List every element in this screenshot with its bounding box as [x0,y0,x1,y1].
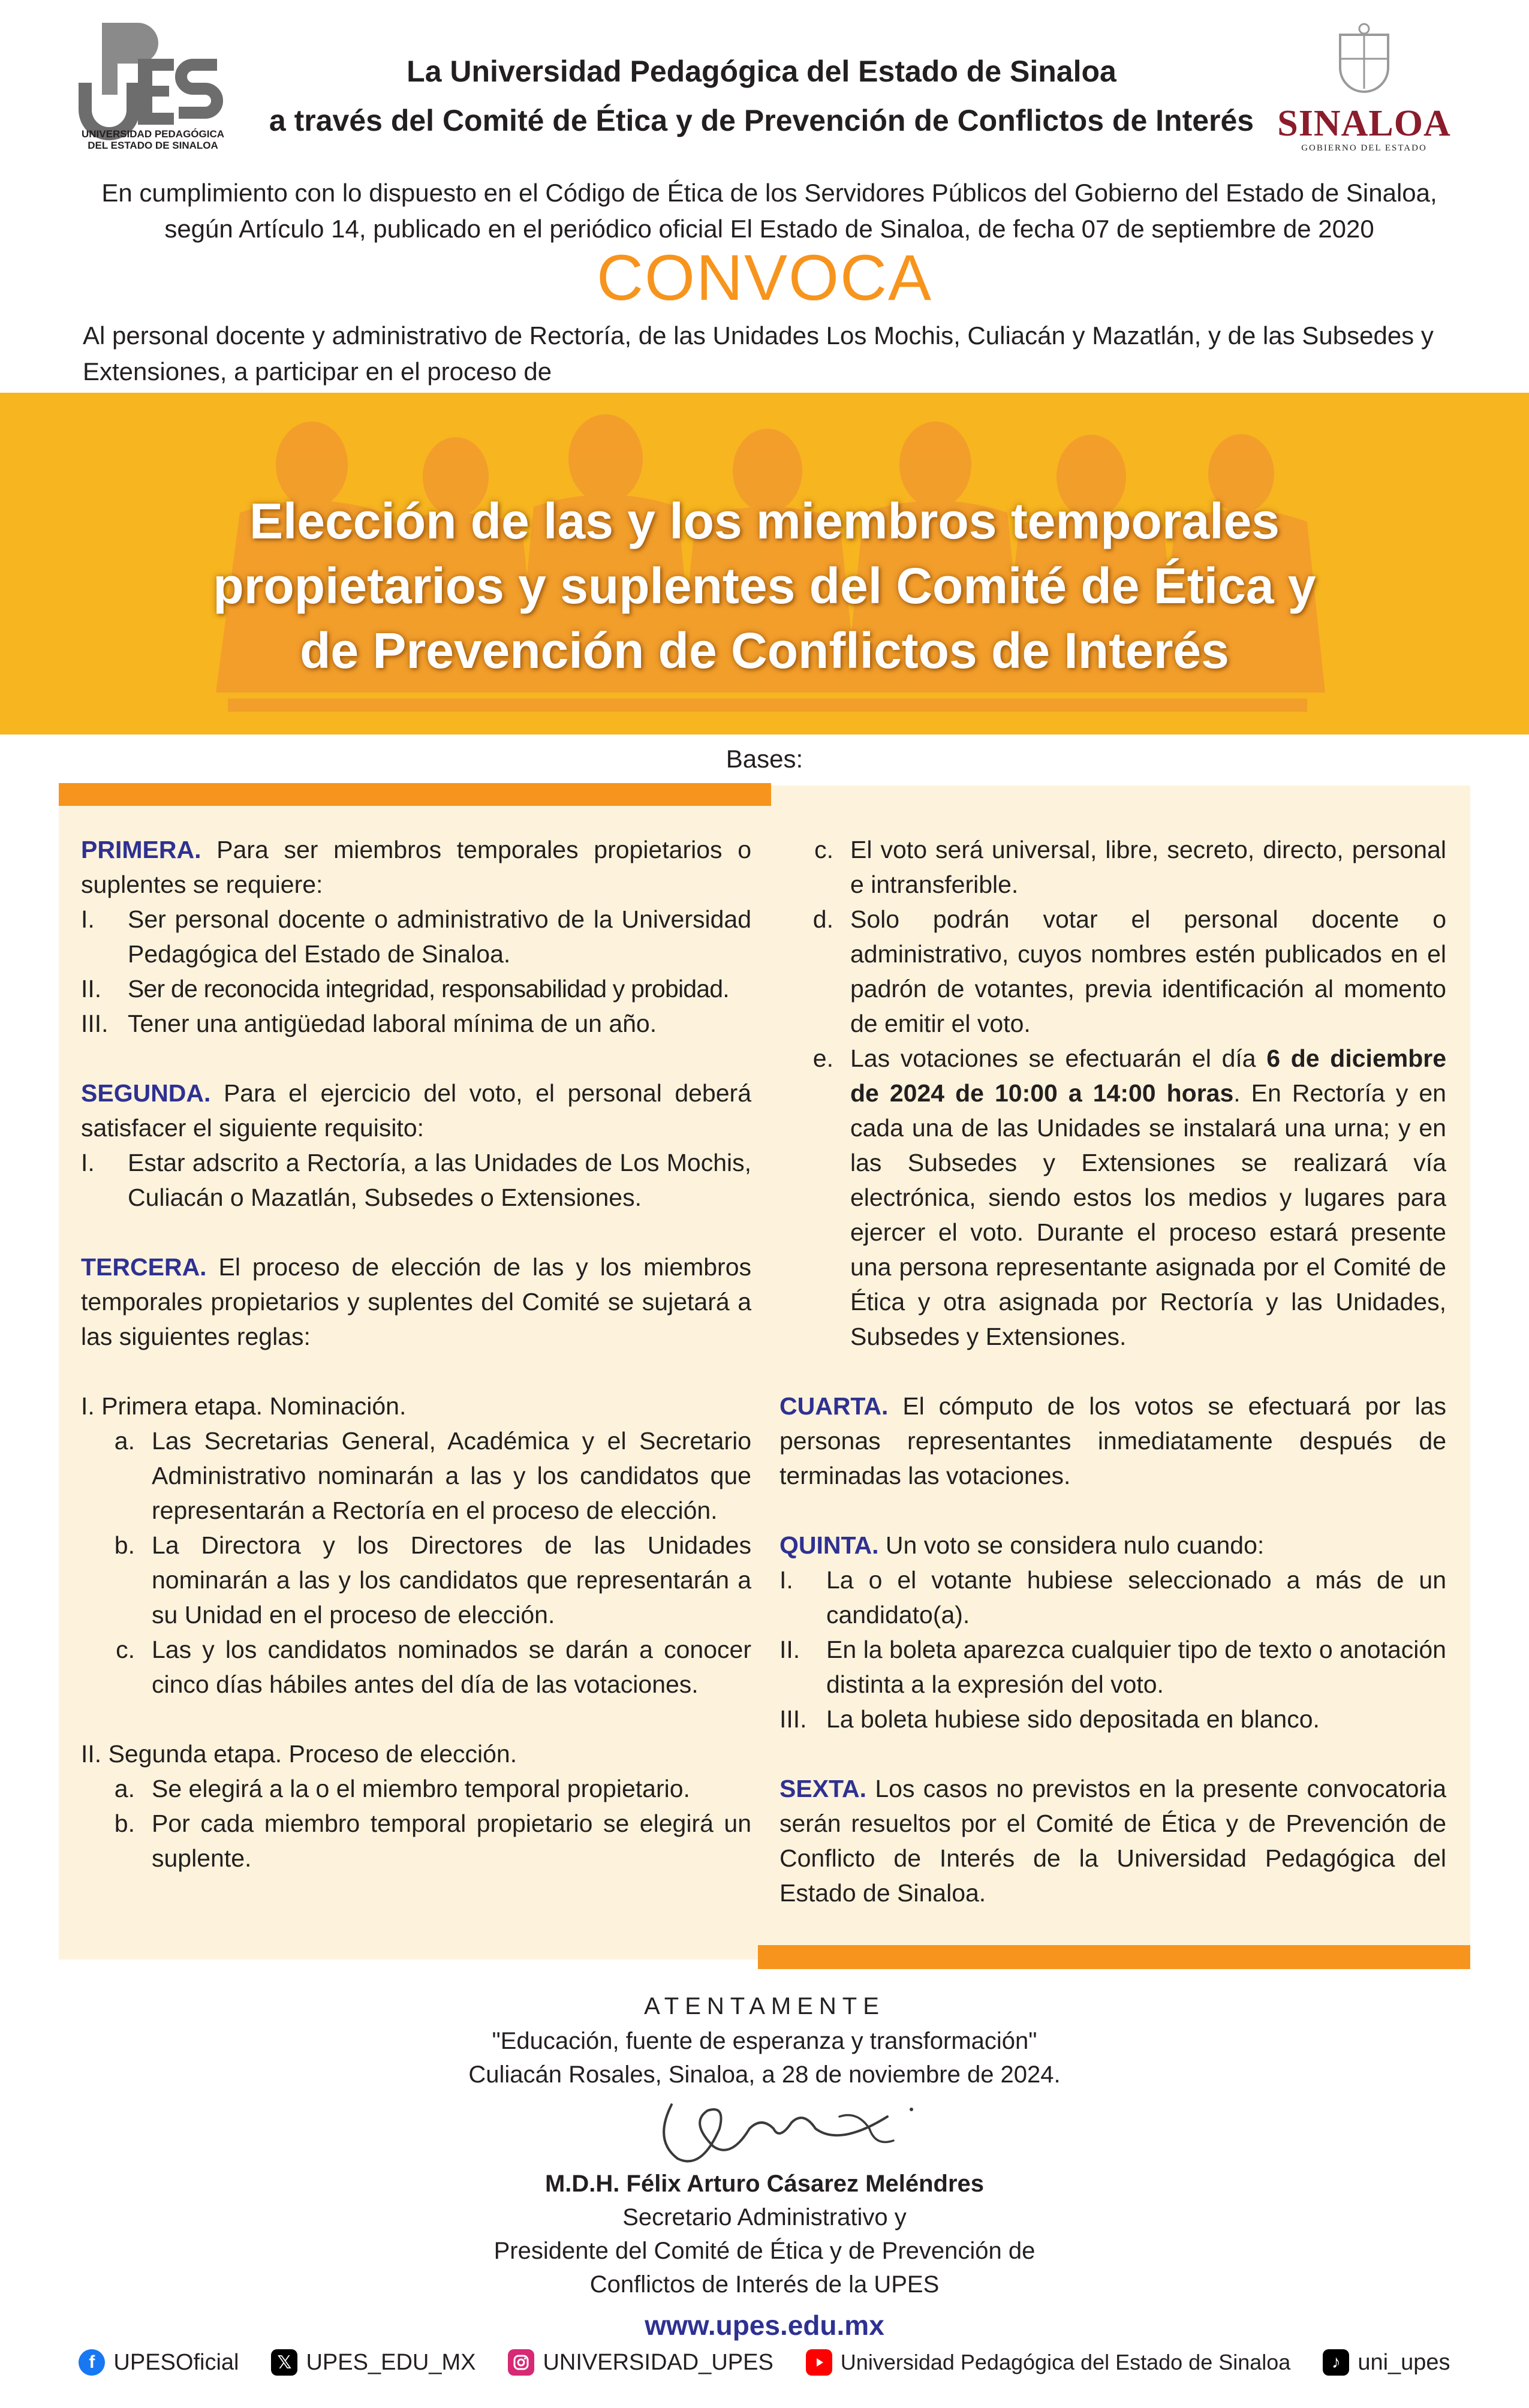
list-text: En la boleta aparezca cualquier tipo de texto o anotación distinta a la expresión del voto. [826,1636,1446,1698]
banner-title-line2: propietarios y suplentes del Comité de Ética y [213,558,1316,614]
list-item [803,902,1446,1041]
upes-logo [78,23,240,161]
list-marker: I. [81,1149,95,1176]
clause-tercera [81,1250,751,1354]
atentamente: ATENTAMENTE [644,1993,885,2019]
intro-line2: según Artículo 14, publicado en el periódico oficial El Estado de Sinaloa, de fecha 07 de septiembre de 2020 [164,215,1374,243]
instagram-icon [508,2349,534,2376]
list-text: . En Rectoría y en cada una de las Unidades se instalará una urna; y en las Subsedes y Extensiones se realizará vía electrónica, siendo estos los medios y lugares para ejercer el voto. Durante el proceso estará presente una persona representante asignada por el Comité de Ética y otra asignada por Rectoría y las Unidades, Subsedes y Extensiones. [850,1079,1446,1350]
clause-text: El cómputo de los votos se efectuará por las personas representantes inmediatamente después de terminadas las votaciones. [779,1392,1446,1489]
list-marker: I. [779,1566,793,1594]
list-text: La Directora y los Directores de las Unidades nominarán a las y los candidatos que representarán a su Unidad en el proceso de elección. [152,1531,751,1629]
list-item [105,1528,751,1632]
list-item [105,1806,751,1876]
list-marker: II. [779,1636,800,1663]
list-marker: d. [812,905,833,933]
list-item [105,1771,751,1806]
list-marker: a. [114,1427,135,1455]
list-item [81,971,751,1006]
handwritten-signature [624,2081,959,2171]
addressee-paragraph: Al personal docente y administrativo de Rectoría, de las Unidades Los Mochis, Culiacán y Mazatlán, y de las Subsedes y Extensiones, a participar en el proceso de [83,321,1434,386]
clause-heading: SEGUNDA. [81,1079,211,1107]
signer-role-line3: Conflictos de Interés de la UPES [589,2271,940,2298]
intro-paragraph [83,175,1456,247]
banner-title-line1: Elección de las y los miembros temporales [249,493,1280,549]
election-date: 6 de diciembre de 2024 de 10:00 a 14:00 horas [850,1045,1446,1107]
clause-text: El proceso de elección de las y los miembros temporales propietarios y suplentes del Comité se sujetará a las siguientes reglas: [81,1253,751,1350]
sinaloa-logo-text: SINALOA [1277,103,1451,144]
place-date: Culiacán Rosales, Sinaloa, a 28 de noviembre de 2024. [468,2061,1061,2088]
list-text: Solo podrán votar el personal docente o administrativo, cuyos nombres estén publicados en el padrón de votantes, previa identificación al momento de emitir el voto. [850,905,1446,1037]
bases-right-column [779,832,1446,1945]
stage-two-heading: II. Segunda etapa. Proceso de elección. [81,1740,517,1768]
list-marker: a. [114,1775,135,1802]
clause-heading: PRIMERA. [81,836,201,863]
clause-cuarta [779,1389,1446,1493]
social-label: UPESOficial [113,2349,239,2375]
list-item [81,1006,751,1041]
list-item [105,1632,751,1702]
social-label: Universidad Pedagógica del Estado de Sinaloa [840,2350,1291,2374]
list-marker: III. [81,1010,109,1037]
social-facebook[interactable] [79,2349,239,2376]
facebook-icon: f [79,2349,105,2376]
list-marker: c. [814,836,833,863]
list-text: Las y los candidatos nominados se darán a conocer cinco días hábiles antes del día de las votaciones. [152,1636,751,1698]
clause-quinta [779,1528,1446,1563]
tiktok-icon: ♪ [1323,2349,1349,2376]
list-text: La boleta hubiese sido depositada en blanco. [826,1705,1320,1733]
stage-one-heading: I. Primera etapa. Nominación. [81,1392,407,1420]
list-item [779,1563,1446,1632]
list-item [81,902,751,971]
list-text: Ser personal docente o administrativo de la Universidad Pedagógica del Estado de Sinaloa. [128,905,751,968]
list-item [779,1632,1446,1702]
clause-heading: QUINTA. [779,1531,879,1559]
clause-text: Para ser miembros temporales propietarios o suplentes se requiere: [81,836,751,898]
list-marker: b. [114,1810,135,1837]
clause-sexta [779,1771,1446,1910]
bases-label: Bases: [726,745,803,773]
list-item [779,1702,1446,1736]
list-item [803,832,1446,902]
list-text: Estar adscrito a Rectoría, a las Unidades de Los Mochis, Culiacán o Mazatlán, Subsedes o Extensiones. [128,1149,751,1211]
clause-text: Los casos no previstos en la presente convocatoria serán resueltos por el Comité de Ética y de Prevención de Conflicto de Interés de la Universidad Pedagógica del Estado de Sinaloa. [779,1775,1446,1907]
social-label: UNIVERSIDAD_UPES [543,2349,773,2375]
banner-title-line3: de Prevención de Conflictos de Interés [300,622,1229,679]
clause-text: Para el ejercicio del voto, el personal deberá satisfacer el siguiente requisito: [81,1079,751,1142]
convoca-heading: CONVOCA [596,241,933,314]
list-marker: e. [812,1045,833,1072]
list-marker: b. [114,1531,135,1559]
list-marker: c. [116,1636,135,1663]
signer-role-line1: Secretario Administrativo y [622,2204,907,2231]
list-text: Ser de reconocida integridad, responsabilidad y probidad. [128,975,729,1003]
x-icon: 𝕏 [271,2349,297,2376]
clause-segunda [81,1076,751,1145]
social-instagram[interactable] [508,2349,773,2376]
header-title [252,47,1271,145]
signer-role-line2: Presidente del Comité de Ética y de Prevención de [493,2238,1036,2264]
banner-title [0,489,1529,683]
null-vote-list [779,1563,1446,1736]
coat-of-arms-icon [1331,23,1397,101]
upes-logo-caption: UNIVERSIDAD PEDAGÓGICA DEL ESTADO DE SINALOA [81,128,225,151]
stage-two-list [81,1771,751,1876]
list-marker: II. [81,975,102,1003]
list-text: Las votaciones se efectuarán el día [850,1045,1267,1072]
list-text: Por cada miembro temporal propietario se elegirá un suplente. [152,1810,751,1872]
list-marker: I. [81,905,95,933]
stage-one-list [81,1423,751,1702]
list-text: La o el votante hubiese seleccionado a más de un candidato(a). [826,1566,1446,1629]
accent-bar-top [59,783,771,806]
title-banner [0,393,1529,735]
clause-primera [81,832,751,902]
clause-heading: TERCERA. [81,1253,207,1281]
website-link[interactable]: www.upes.edu.mx [645,2310,884,2341]
social-label: uni_upes [1358,2349,1450,2375]
social-links [0,2349,1529,2376]
list-marker: III. [779,1705,807,1733]
list-item [81,1145,751,1215]
motto: "Educación, fuente de esperanza y transformación" [492,2028,1037,2054]
social-tiktok[interactable] [1323,2349,1450,2376]
social-label: UPES_EDU_MX [306,2349,476,2375]
list-text: El voto será universal, libre, secreto, directo, personal e intransferible. [850,836,1446,898]
list-item [105,1423,751,1528]
voting-rules-list [779,832,1446,1354]
header-title-line1: La Universidad Pedagógica del Estado de Sinaloa [407,55,1116,88]
list-text: Se elegirá a la o el miembro temporal propietario. [152,1775,690,1802]
signer-name: M.D.H. Félix Arturo Cásarez Meléndres [544,2171,985,2197]
accent-bar-bottom [758,1945,1470,1969]
bases-left-column [81,832,751,1876]
requirements-list [81,1145,751,1215]
youtube-icon [806,2349,832,2376]
clause-heading: CUARTA. [779,1392,889,1420]
list-item [803,1041,1446,1354]
social-youtube[interactable] [806,2349,1291,2376]
clause-text: Un voto se considera nulo cuando: [878,1531,1265,1559]
list-text: Las Secretarias General, Académica y el Secretario Administrativo nominarán a las y los candidatos que representarán a Rectoría en el proceso de elección. [152,1427,751,1524]
social-x[interactable] [271,2349,475,2376]
requirements-list [81,902,751,1041]
sinaloa-logo-caption: GOBIERNO DEL ESTADO [1301,143,1427,153]
header-title-line2: a través del Comité de Ética y de Prevención de Conflictos de Interés [269,104,1254,137]
list-text: Tener una antigüedad laboral mínima de un año. [128,1010,657,1037]
intro-line1: En cumplimiento con lo dispuesto en el Código de Ética de los Servidores Públicos del Gobierno del Estado de Sinaloa, [101,179,1437,207]
sinaloa-logo [1271,23,1457,161]
clause-heading: SEXTA. [779,1775,867,1802]
